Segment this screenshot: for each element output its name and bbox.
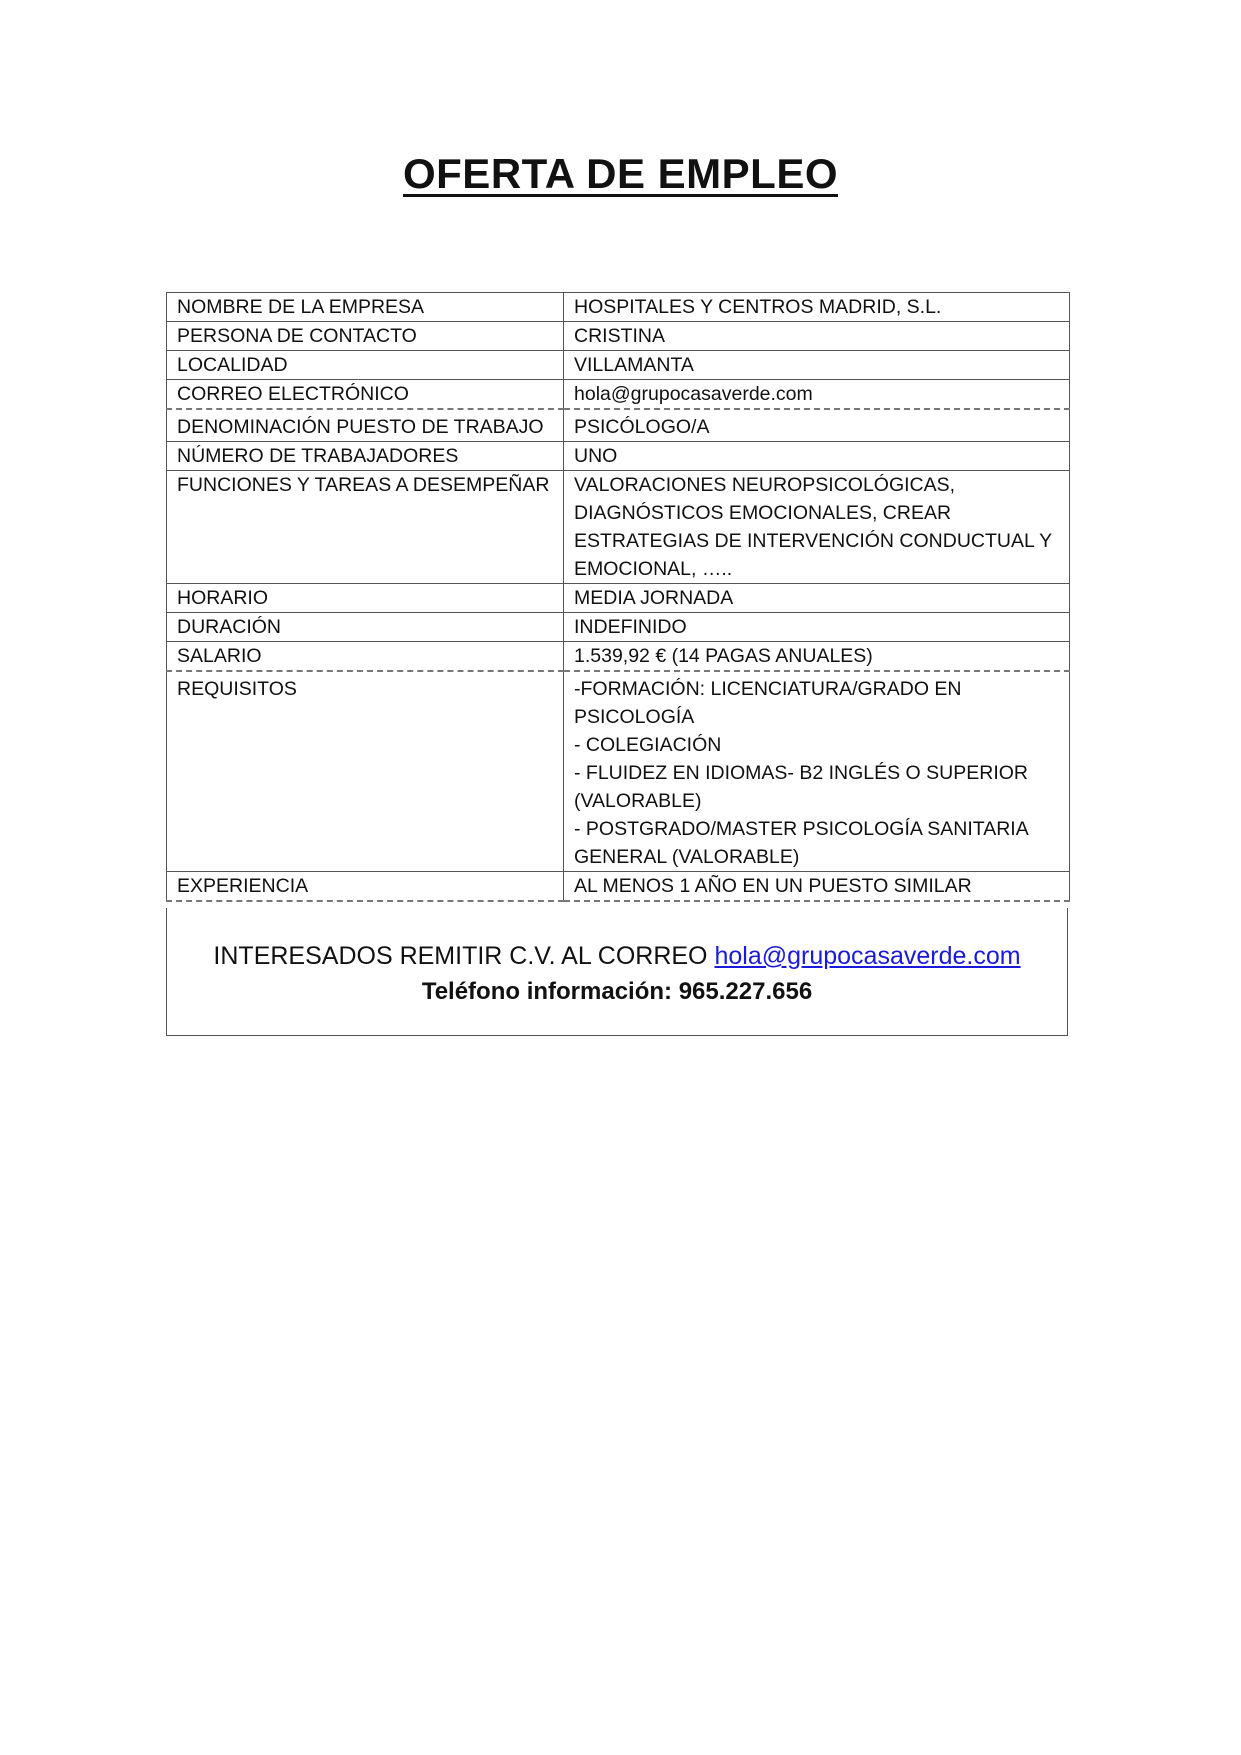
row-label: CORREO ELECTRÓNICO [167,380,564,410]
value-line: -FORMACIÓN: LICENCIATURA/GRADO EN [574,678,962,700]
value-line: - FLUIDEZ EN IDIOMAS- B2 INGLÉS O SUPERIOR [574,762,1028,784]
contact-box [166,908,1068,1036]
value-line: - POSTGRADO/MASTER PSICOLOGÍA SANITARIA [574,818,1029,840]
row-value: INDEFINIDO [564,613,1070,642]
table-row [167,613,1070,642]
value-line: VALORACIONES NEUROPSICOLÓGICAS, [574,474,956,496]
row-value-multiline [564,471,1070,584]
contact-prefix: INTERESADOS REMITIR C.V. AL CORREO [213,942,715,970]
value-line: DIAGNÓSTICOS EMOCIONALES, CREAR [574,502,952,524]
row-value: HOSPITALES Y CENTROS MADRID, S.L. [564,293,1070,322]
row-label: DURACIÓN [167,613,564,642]
row-value: 1.539,92 € (14 PAGAS ANUALES) [564,642,1070,672]
row-label: NOMBRE DE LA EMPRESA [167,293,564,322]
row-value: MEDIA JORNADA [564,584,1070,613]
table-row [167,351,1070,380]
row-label: SALARIO [167,642,564,672]
value-line: ESTRATEGIAS DE INTERVENCIÓN CONDUCTUAL Y [574,530,1053,552]
row-label: HORARIO [167,584,564,613]
value-line: GENERAL (VALORABLE) [574,846,800,868]
row-value: VILLAMANTA [564,351,1070,380]
phone-info: Teléfono información: 965.227.656 [421,978,813,1005]
row-label: PERSONA DE CONTACTO [167,322,564,351]
job-offer-table [166,292,1070,902]
row-label: EXPERIENCIA [167,872,564,902]
email-link[interactable]: hola@grupocasaverde.com [714,942,1021,970]
table-row [167,872,1070,902]
row-label: LOCALIDAD [167,351,564,380]
row-label: FUNCIONES Y TAREAS A DESEMPEÑAR [167,471,564,584]
row-label: NÚMERO DE TRABAJADORES [167,442,564,471]
page-title: OFERTA DE EMPLEO [402,150,838,197]
table-row [167,584,1070,613]
row-label: DENOMINACIÓN PUESTO DE TRABAJO [167,409,564,442]
value-line: EMOCIONAL, ….. [574,558,733,580]
contact-instructions [167,940,1067,972]
row-value-multiline [564,671,1070,872]
row-value: AL MENOS 1 AÑO EN UN PUESTO SIMILAR [564,872,1070,902]
row-value: PSICÓLOGO/A [564,409,1070,442]
table-row [167,409,1070,442]
table-row [167,642,1070,672]
table-row [167,671,1070,872]
table-row [167,471,1070,584]
row-label: REQUISITOS [167,671,564,872]
value-line: PSICOLOGÍA [574,706,695,728]
table-row [167,293,1070,322]
row-value: UNO [564,442,1070,471]
table-row [167,380,1070,410]
row-value: CRISTINA [564,322,1070,351]
value-line: (VALORABLE) [574,790,702,812]
row-value-email: hola@grupocasaverde.com [564,380,1070,410]
table-row [167,322,1070,351]
table-row [167,442,1070,471]
value-line: - COLEGIACIÓN [574,734,722,756]
